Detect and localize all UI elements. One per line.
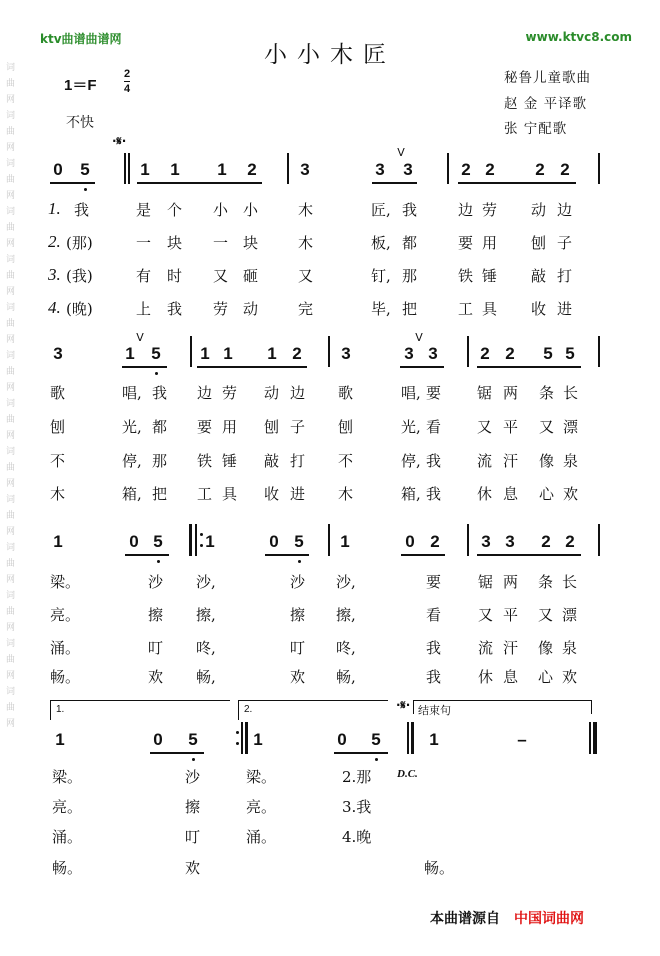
beam-underline — [372, 182, 417, 184]
note: 2 — [560, 160, 570, 179]
lyric: 流 — [477, 452, 493, 470]
lyric: 息 — [503, 668, 519, 686]
credit-translator: 赵 金 平译歌 — [504, 96, 588, 112]
lyric: 我 — [426, 485, 442, 503]
note: 2 — [292, 344, 302, 363]
note: 5 — [153, 532, 163, 551]
note: 1 — [170, 160, 180, 179]
segno-icon: ·𝄋· — [396, 698, 411, 712]
note: 3 — [481, 532, 491, 551]
barline — [328, 336, 330, 367]
lyric: 亮。 — [246, 798, 277, 816]
lyric: 不 — [50, 452, 66, 470]
lyric: 锯 — [477, 384, 493, 402]
beam-underline — [125, 554, 169, 556]
lyric: 块 — [167, 234, 183, 252]
lyric: (那) — [66, 234, 93, 252]
lyric: 锤 — [482, 267, 498, 285]
lyric: 唱, — [122, 384, 142, 402]
note: 3 — [53, 344, 63, 363]
note: – — [517, 730, 527, 749]
note: 2 — [461, 160, 471, 179]
lyric: 我 — [426, 639, 442, 657]
lyric: 长 — [562, 573, 578, 591]
lyric: 动 — [243, 300, 259, 318]
coda-bracket — [413, 700, 591, 701]
key-signature: 1＝F — [64, 77, 97, 94]
lyric: 锤 — [222, 452, 238, 470]
note: 3 — [505, 532, 515, 551]
lyric: 叮 — [148, 639, 164, 657]
repeat-start-thin-bar — [195, 524, 197, 556]
volta-2-bracket — [238, 700, 388, 701]
lyric: 时 — [167, 267, 183, 285]
lyric: 工 — [197, 485, 213, 503]
lyric: 又 — [213, 267, 229, 285]
lyric: 刨 — [50, 418, 66, 436]
lyric: 沙 — [290, 573, 306, 591]
note: 2 — [535, 160, 545, 179]
lyric: 畅, — [336, 668, 356, 686]
lyric: 涌。 — [52, 828, 83, 846]
note: 3 — [403, 160, 413, 179]
lyric: 不 — [338, 452, 354, 470]
lyric: 长 — [563, 384, 579, 402]
lyric: 停, — [122, 452, 142, 470]
lyric: 我 — [426, 668, 442, 686]
lyric: 欢 — [148, 668, 164, 686]
note: 2 — [485, 160, 495, 179]
note: 1 — [267, 344, 277, 363]
note: 1 — [55, 730, 65, 749]
octave-dot — [84, 188, 87, 191]
lyric: 块 — [243, 234, 259, 252]
lyric: 休 — [478, 668, 494, 686]
barline — [287, 153, 289, 184]
note: 2 — [541, 532, 551, 551]
lyric: 畅。 — [424, 859, 455, 877]
lyric: 像 — [538, 639, 554, 657]
repeat-dot — [200, 544, 203, 547]
source-site-link[interactable]: 中国词曲网 — [514, 911, 584, 927]
lyric: 箱, — [122, 485, 142, 503]
lyric: 流 — [478, 639, 494, 657]
lyric: 沙, — [196, 573, 216, 591]
note: 1 — [223, 344, 233, 363]
lyric: 我 — [152, 384, 168, 402]
lyric: 用 — [222, 418, 238, 436]
lyric: 匠, — [371, 201, 391, 219]
lyric: 欢 — [563, 485, 579, 503]
lyric: 具 — [222, 485, 238, 503]
beam-underline — [122, 366, 167, 368]
lyric: 擦, — [336, 606, 356, 624]
note: 3 — [428, 344, 438, 363]
lyric: 泉 — [563, 452, 579, 470]
credit-arranger: 张 宁配歌 — [504, 121, 568, 137]
coda-bracket — [413, 700, 414, 714]
note: 1 — [53, 532, 63, 551]
repeat-start-thick-bar — [189, 524, 192, 556]
note: 5 — [188, 730, 198, 749]
lyric: 木 — [338, 485, 354, 503]
lyric: 动 — [264, 384, 280, 402]
barline — [598, 153, 600, 184]
da-capo-marking: D.C. — [397, 768, 418, 780]
lyric: 像 — [539, 452, 555, 470]
lyric: 沙 — [185, 768, 201, 786]
lyric: 我 — [402, 201, 418, 219]
lyric: 汗 — [503, 639, 519, 657]
credit-origin: 秘鲁儿童歌曲 — [504, 70, 591, 86]
beam-underline — [458, 182, 576, 184]
fraction-bar — [124, 81, 130, 82]
lyric: 梁。 — [52, 768, 83, 786]
lyric: 漂 — [562, 606, 578, 624]
lyric: 我 — [426, 452, 442, 470]
site-watermark-right[interactable]: www.ktvc8.com — [525, 30, 632, 44]
note: 5 — [371, 730, 381, 749]
lyric: 铁 — [458, 267, 474, 285]
lyric: 刨 — [531, 234, 547, 252]
barline — [467, 524, 469, 556]
lyric: 子 — [290, 418, 306, 436]
lyric: 泉 — [562, 639, 578, 657]
volta-1-bracket — [50, 700, 230, 701]
lyric: 梁。 — [50, 573, 81, 591]
verse-number: 2. — [48, 232, 61, 251]
lyric: 叮 — [290, 639, 306, 657]
lyric: 擦 — [185, 798, 201, 816]
barline — [190, 336, 192, 367]
beam-underline — [477, 554, 581, 556]
lyric: 打 — [557, 267, 573, 285]
lyric: 小 — [213, 201, 229, 219]
note: 2 — [505, 344, 515, 363]
lyric: 刨 — [338, 418, 354, 436]
time-signature-top: 2 — [124, 68, 131, 80]
lyric: 歌 — [338, 384, 354, 402]
beam-underline — [50, 182, 95, 184]
lyric: 把 — [152, 485, 168, 503]
note: 5 — [151, 344, 161, 363]
repeat-dot — [236, 742, 239, 745]
repeat-dot — [200, 533, 203, 536]
lyric: 劳 — [482, 201, 498, 219]
lyric: 光, — [401, 418, 421, 436]
note: 5 — [565, 344, 575, 363]
lyric: 那 — [402, 267, 418, 285]
lyric: 木 — [298, 234, 314, 252]
note: 3 — [404, 344, 414, 363]
site-watermark-left[interactable]: ktv曲谱曲谱网 — [40, 32, 122, 46]
lyric: 把 — [402, 300, 418, 318]
note: 1 — [253, 730, 263, 749]
coda-bracket — [591, 700, 592, 714]
lyric: 漂 — [563, 418, 579, 436]
lyric: 要 — [426, 384, 442, 402]
lyric: (晚) — [66, 300, 93, 318]
note: 0 — [53, 160, 63, 179]
lyric: 木 — [50, 485, 66, 503]
barline — [328, 524, 330, 556]
lyric: 2.那 — [342, 768, 372, 786]
note: 0 — [269, 532, 279, 551]
octave-dot — [192, 758, 195, 761]
repeat-end-thin-bar — [241, 722, 243, 754]
lyric: 上 — [136, 300, 152, 318]
barline — [598, 336, 600, 367]
lyric: 看 — [426, 606, 442, 624]
final-bar-thick — [593, 722, 597, 754]
barline — [598, 524, 600, 556]
lyric: 平 — [503, 606, 519, 624]
repeat-end-thick-bar — [245, 722, 248, 754]
note: 3 — [375, 160, 385, 179]
lyric: 又 — [539, 418, 555, 436]
lyric: 亮。 — [50, 606, 81, 624]
ending-label: 结束句 — [418, 705, 451, 717]
lyric: 欢 — [562, 668, 578, 686]
note: 3 — [341, 344, 351, 363]
note: 2 — [430, 532, 440, 551]
lyric: 要 — [426, 573, 442, 591]
lyric: 3.我 — [342, 798, 372, 816]
lyric: 两 — [503, 384, 519, 402]
lyric: 心 — [539, 485, 555, 503]
note: 1 — [125, 344, 135, 363]
note: 1 — [140, 160, 150, 179]
verse-number: 1. — [48, 199, 61, 218]
side-watermark: 词曲网词曲网词曲网词曲网词曲网词曲网词曲网词曲网词曲网词曲网词曲网词曲网词曲网词曲网 — [6, 63, 16, 729]
barline — [447, 153, 449, 184]
beam-underline — [150, 752, 204, 754]
lyric: 收 — [531, 300, 547, 318]
lyric: 用 — [482, 234, 498, 252]
lyric: 砸 — [243, 267, 259, 285]
lyric: 又 — [477, 418, 493, 436]
lyric: 一 — [213, 234, 229, 252]
lyric: 两 — [503, 573, 519, 591]
tempo-marking: 不快 — [66, 115, 94, 131]
lyric: 动 — [531, 201, 547, 219]
lyric: 我 — [74, 201, 90, 219]
lyric: 那 — [152, 452, 168, 470]
lyric: 小 — [243, 201, 259, 219]
lyric: 沙, — [336, 573, 356, 591]
beam-underline — [334, 752, 388, 754]
note: 5 — [294, 532, 304, 551]
lyric: 心 — [538, 668, 554, 686]
beam-underline — [265, 554, 309, 556]
lyric: 劳 — [222, 384, 238, 402]
repeat-dot — [236, 731, 239, 734]
lyric: 敲 — [531, 267, 547, 285]
lyric: (我) — [66, 267, 93, 285]
lyric: 完 — [298, 300, 314, 318]
lyric: 都 — [402, 234, 418, 252]
barline — [128, 153, 130, 184]
volta-1-label: 1. — [56, 704, 65, 715]
lyric: 有 — [136, 267, 152, 285]
note: 2 — [565, 532, 575, 551]
lyric: 畅。 — [52, 859, 83, 877]
volta-2-label: 2. — [244, 704, 253, 715]
source-label: 本曲谱源自 — [430, 911, 500, 927]
lyric: 梁。 — [246, 768, 277, 786]
note: 1 — [200, 344, 210, 363]
song-title: 小小木匠 — [264, 42, 396, 68]
lyric: 进 — [557, 300, 573, 318]
lyric: 进 — [290, 485, 306, 503]
lyric: 钉, — [371, 267, 391, 285]
beam-underline — [137, 182, 262, 184]
beam-underline — [401, 554, 445, 556]
lyric: 木 — [298, 201, 314, 219]
lyric: 光, — [122, 418, 142, 436]
lyric: 板, — [371, 234, 391, 252]
breath-mark-icon: V — [415, 331, 423, 344]
lyric: 欢 — [185, 859, 201, 877]
lyric: 擦 — [148, 606, 164, 624]
lyric: 又 — [298, 267, 314, 285]
note: 1 — [429, 730, 439, 749]
lyric: 条 — [539, 384, 555, 402]
lyric: 停, — [401, 452, 421, 470]
lyric: 劳 — [213, 300, 229, 318]
lyric: 我 — [167, 300, 183, 318]
lyric: 都 — [152, 418, 168, 436]
source-footer — [430, 908, 584, 928]
barline — [124, 153, 126, 184]
lyric: 边 — [290, 384, 306, 402]
lyric: 边 — [197, 384, 213, 402]
lyric: 息 — [503, 485, 519, 503]
lyric: 看 — [426, 418, 442, 436]
lyric: 擦, — [196, 606, 216, 624]
lyric: 一 — [136, 234, 152, 252]
lyric: 具 — [482, 300, 498, 318]
lyric: 亮。 — [52, 798, 83, 816]
octave-dot — [157, 560, 160, 563]
lyric: 咚, — [196, 639, 216, 657]
lyric: 工 — [458, 300, 474, 318]
lyric: 又 — [478, 606, 494, 624]
breath-mark-icon: V — [397, 146, 405, 159]
note: 1 — [217, 160, 227, 179]
lyric: 叮 — [185, 828, 201, 846]
lyric: 要 — [197, 418, 213, 436]
note: 3 — [300, 160, 310, 179]
lyric: 平 — [503, 418, 519, 436]
lyric: 箱, — [401, 485, 421, 503]
note: 5 — [543, 344, 553, 363]
note: 2 — [480, 344, 490, 363]
lyric: 打 — [290, 452, 306, 470]
lyric: 咚, — [336, 639, 356, 657]
lyric: 毕, — [371, 300, 391, 318]
final-bar-thin — [589, 722, 591, 754]
beam-underline — [400, 366, 444, 368]
lyric: 畅。 — [50, 668, 81, 686]
lyric: 收 — [264, 485, 280, 503]
octave-dot — [375, 758, 378, 761]
lyric: 锯 — [478, 573, 494, 591]
lyric: 条 — [538, 573, 554, 591]
verse-number: 4. — [48, 298, 61, 317]
time-signature — [124, 68, 130, 95]
lyric: 休 — [477, 485, 493, 503]
lyric: 畅, — [196, 668, 216, 686]
verse-number: 3. — [48, 265, 61, 284]
note: 1 — [205, 532, 215, 551]
time-signature-bottom: 4 — [124, 83, 131, 95]
lyric: 唱, — [401, 384, 421, 402]
beam-underline — [477, 366, 581, 368]
barline — [467, 336, 469, 367]
barline — [407, 722, 409, 754]
lyric: 要 — [458, 234, 474, 252]
lyric: 子 — [557, 234, 573, 252]
lyric: 欢 — [290, 668, 306, 686]
lyric: 个 — [167, 201, 183, 219]
lyric: 涌。 — [50, 639, 81, 657]
lyric: 铁 — [197, 452, 213, 470]
volta-2-bracket — [238, 700, 239, 720]
note: 5 — [80, 160, 90, 179]
octave-dot — [155, 372, 158, 375]
lyric: 4.晚 — [342, 828, 372, 846]
lyric: 是 — [136, 201, 152, 219]
segno-icon: ·𝄋· — [112, 134, 127, 148]
note: 0 — [129, 532, 139, 551]
barline-thick — [411, 722, 414, 754]
note: 0 — [337, 730, 347, 749]
lyric: 涌。 — [246, 828, 277, 846]
note: 0 — [405, 532, 415, 551]
lyric: 沙 — [148, 573, 164, 591]
lyric: 歌 — [50, 384, 66, 402]
lyric: 汗 — [503, 452, 519, 470]
lyric: 又 — [538, 606, 554, 624]
volta-1-bracket — [50, 700, 51, 720]
note: 2 — [247, 160, 257, 179]
lyric: 擦 — [290, 606, 306, 624]
lyric: 边 — [557, 201, 573, 219]
lyric: 边 — [458, 201, 474, 219]
beam-underline — [197, 366, 307, 368]
lyric: 刨 — [264, 418, 280, 436]
note: 0 — [153, 730, 163, 749]
lyric: 敲 — [264, 452, 280, 470]
breath-mark-icon: V — [136, 331, 144, 344]
octave-dot — [298, 560, 301, 563]
note: 1 — [340, 532, 350, 551]
